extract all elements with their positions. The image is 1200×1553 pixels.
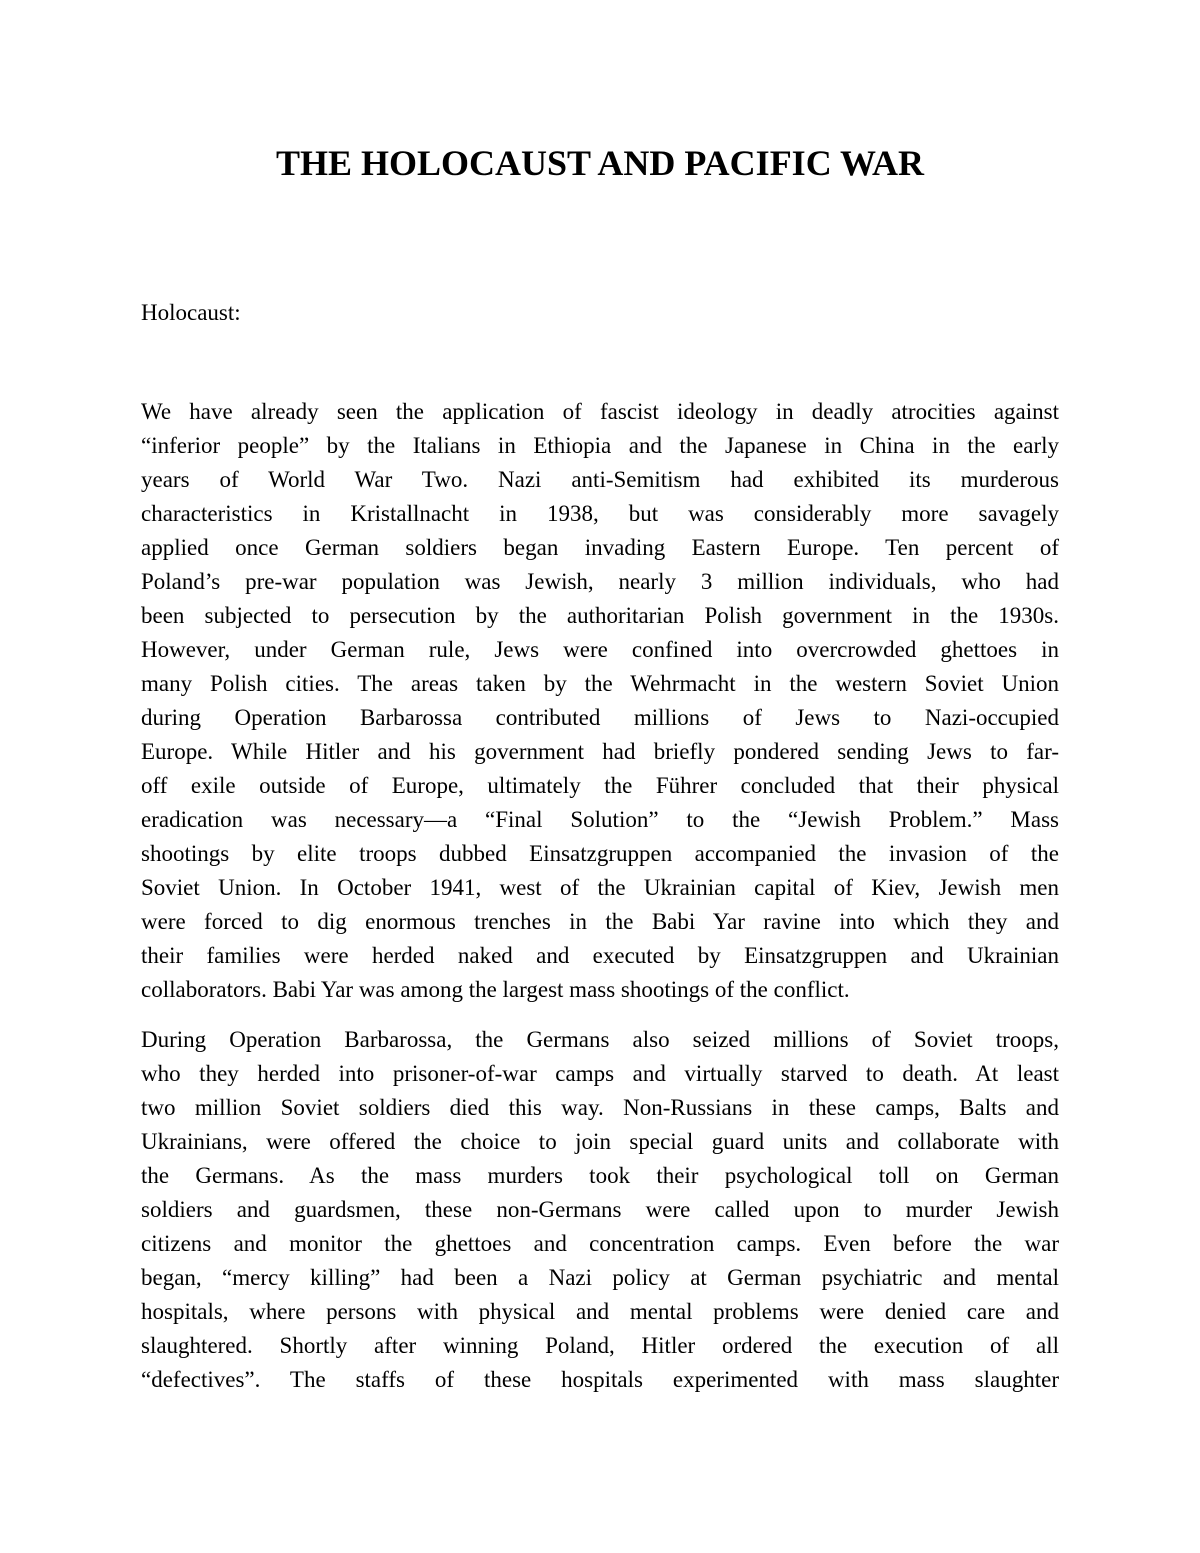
paragraph-line: hospitals, where persons with physical and mental problems were denied care and bbox=[141, 1299, 1059, 1324]
paragraph bbox=[141, 395, 1059, 1007]
paragraph-line: Poland’s pre-war population was Jewish, nearly 3 million individuals, who had bbox=[141, 569, 1059, 594]
paragraph-line: their families were herded naked and executed by Einsatzgruppen and Ukrainian bbox=[141, 943, 1059, 968]
paragraph-line: been subjected to persecution by the authoritarian Polish government in the 1930s. bbox=[141, 603, 1059, 628]
paragraph-line: two million Soviet soldiers died this way. Non-Russians in these camps, Balts and bbox=[141, 1095, 1059, 1120]
paragraph-line: during Operation Barbarossa contributed millions of Jews to Nazi-occupied bbox=[141, 705, 1059, 730]
paragraph-line: During Operation Barbarossa, the Germans also seized millions of Soviet troops, bbox=[141, 1027, 1059, 1052]
paragraph-line: However, under German rule, Jews were confined into overcrowded ghettoes in bbox=[141, 637, 1059, 662]
paragraph-line: many Polish cities. The areas taken by the Wehrmacht in the western Soviet Union bbox=[141, 671, 1059, 696]
page-title: THE HOLOCAUST AND PACIFIC WAR bbox=[275, 143, 925, 183]
paragraph-line: “defectives”. The staffs of these hospitals experimented with mass slaughter bbox=[141, 1367, 1059, 1392]
paragraph-line: Ukrainians, were offered the choice to join special guard units and collaborate with bbox=[141, 1129, 1059, 1154]
paragraph-line: slaughtered. Shortly after winning Poland, Hitler ordered the execution of all bbox=[141, 1333, 1059, 1358]
paragraph-line: soldiers and guardsmen, these non-Germans were called upon to murder Jewish bbox=[141, 1197, 1059, 1222]
paragraph-line: began, “mercy killing” had been a Nazi policy at German psychiatric and mental bbox=[141, 1265, 1059, 1290]
paragraph-line: years of World War Two. Nazi anti-Semitism had exhibited its murderous bbox=[141, 467, 1059, 492]
paragraph-line: Europe. While Hitler and his government had briefly pondered sending Jews to far- bbox=[141, 739, 1059, 764]
paragraph-line: were forced to dig enormous trenches in the Babi Yar ravine into which they and bbox=[141, 909, 1059, 934]
paragraph-line: off exile outside of Europe, ultimately the Führer concluded that their physical bbox=[141, 773, 1059, 798]
paragraph-line: We have already seen the application of fascist ideology in deadly atrocities against bbox=[141, 399, 1059, 424]
paragraph-line: the Germans. As the mass murders took their psychological toll on German bbox=[141, 1163, 1059, 1188]
paragraph bbox=[141, 1023, 1059, 1397]
paragraph-line: who they herded into prisoner-of-war camps and virtually starved to death. At least bbox=[141, 1061, 1059, 1086]
paragraph-line: citizens and monitor the ghettoes and concentration camps. Even before the war bbox=[141, 1231, 1059, 1256]
section-heading: Holocaust: bbox=[141, 300, 241, 325]
paragraph-line: eradication was necessary—a “Final Solution” to the “Jewish Problem.” Mass bbox=[141, 807, 1059, 832]
paragraph-line: applied once German soldiers began invading Eastern Europe. Ten percent of bbox=[141, 535, 1059, 560]
paragraph-line: characteristics in Kristallnacht in 1938, but was considerably more savagely bbox=[141, 501, 1059, 526]
paragraph-line: collaborators. Babi Yar was among the largest mass shootings of the conflict. bbox=[141, 977, 850, 1002]
paragraph-line: shootings by elite troops dubbed Einsatzgruppen accompanied the invasion of the bbox=[141, 841, 1059, 866]
paragraph-line: “inferior people” by the Italians in Ethiopia and the Japanese in China in the early bbox=[141, 433, 1059, 458]
paragraph-line: Soviet Union. In October 1941, west of the Ukrainian capital of Kiev, Jewish men bbox=[141, 875, 1059, 900]
